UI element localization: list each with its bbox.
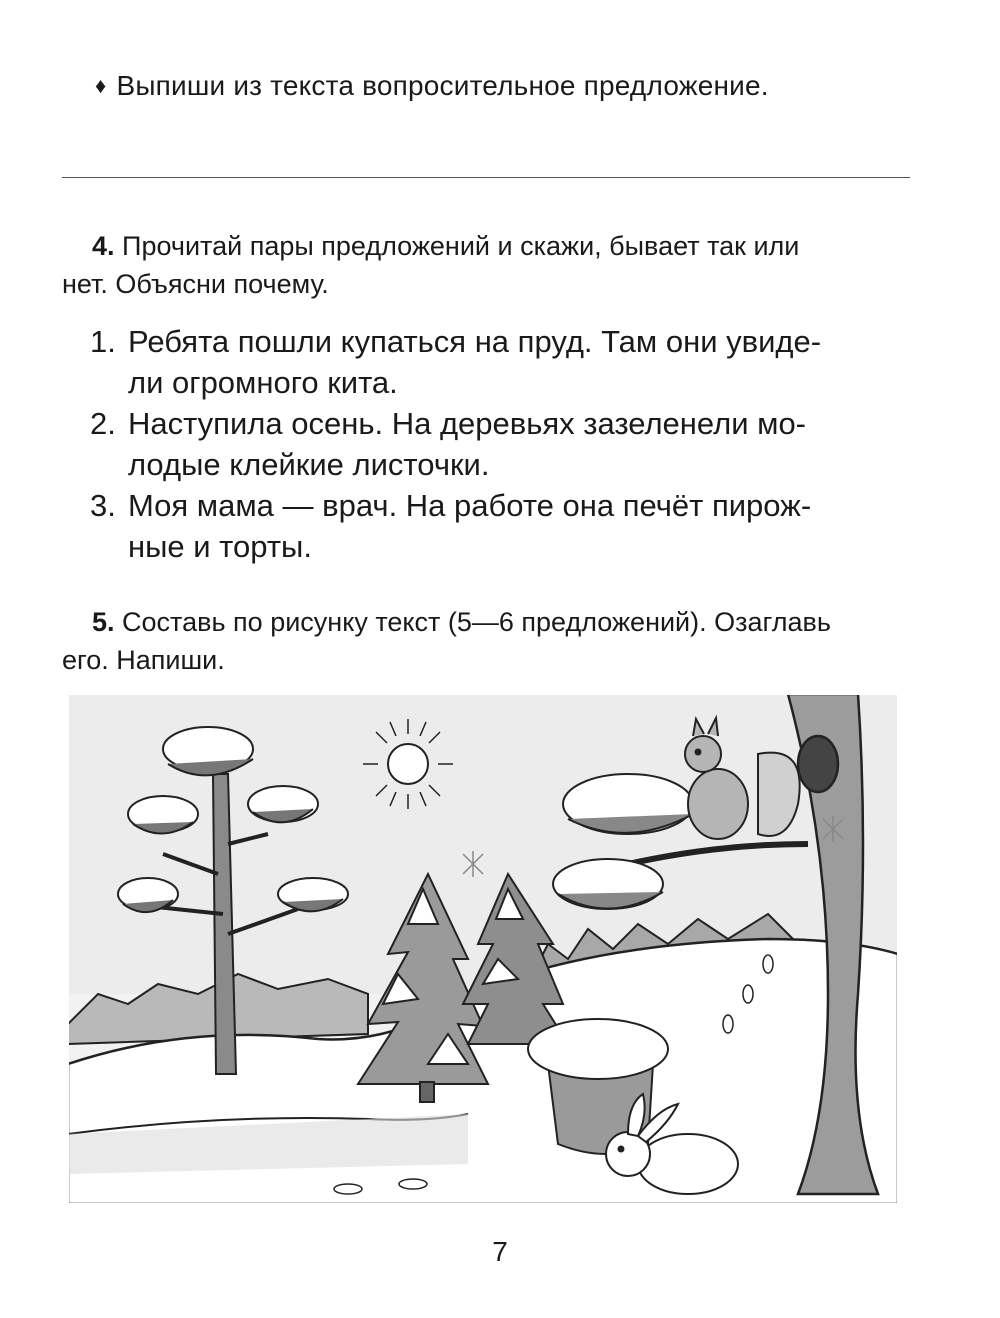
task-5-prompt-line-2: его. Напиши.: [62, 645, 225, 675]
task-5-prompt-line-1: Составь по рисунку текст (5—6 предложений). Озаглавь: [122, 607, 831, 637]
task-3-text: Выпиши из текста вопросительное предложение.: [116, 70, 769, 101]
task-4-instruction: [62, 227, 910, 303]
list-item-line-1: Моя мама — врач. На работе она печёт пирож-: [128, 488, 812, 523]
task-3-instruction: [95, 66, 769, 106]
list-item-line-2: ли огромного кита.: [128, 365, 398, 400]
list-item: [90, 321, 912, 403]
task-5-instruction: [62, 603, 910, 679]
list-item: [90, 485, 912, 567]
diamond-bullet-icon: ♦: [95, 73, 107, 98]
list-item-line-2: лодые клейкие листочки.: [128, 447, 490, 482]
list-item-line-1: Ребята пошли купаться на пруд. Там они увиде-: [128, 324, 822, 359]
list-item-line-2: ные и торты.: [128, 529, 312, 564]
answer-line[interactable]: [62, 177, 910, 178]
sun-icon: [363, 719, 453, 809]
page-number: 7: [492, 1236, 508, 1267]
list-item-number: 2.: [90, 406, 116, 441]
list-item-line-1: Наступила осень. На деревьях зазеленели мо-: [128, 406, 807, 441]
task-4-prompt-line-2: нет. Объясни почему.: [62, 269, 329, 299]
winter-forest-illustration-icon: [68, 694, 898, 1204]
task-4-number: 4.: [92, 231, 115, 261]
sentence-pairs-list: [90, 321, 912, 567]
list-item: [90, 403, 912, 485]
task-5-number: 5.: [92, 607, 115, 637]
task-4-prompt-line-1: Прочитай пары предложений и скажи, бывает так или: [122, 231, 800, 261]
list-item-number: 1.: [90, 324, 116, 359]
list-item-number: 3.: [90, 488, 116, 523]
